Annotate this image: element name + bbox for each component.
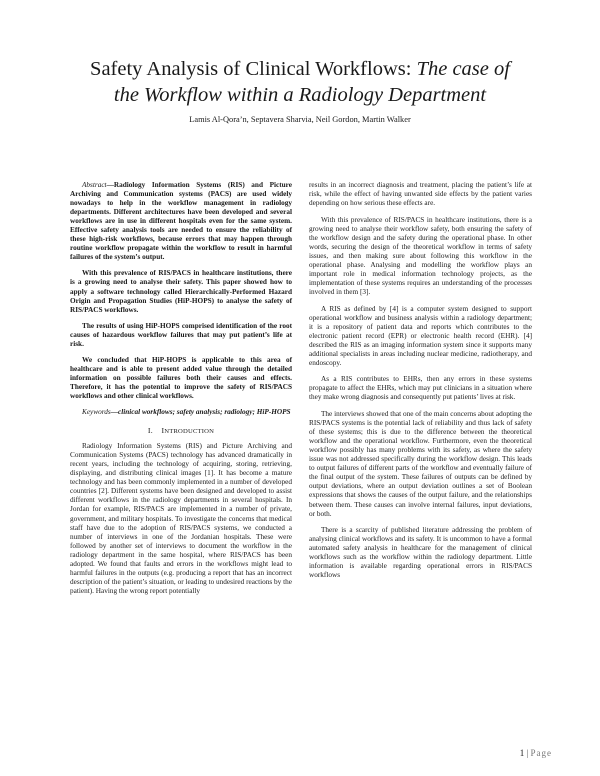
section-initial: I — [161, 426, 165, 436]
author-list: Lamis Al-Qora’n, Septavera Sharvia, Neil Gordon, Martin Walker — [189, 115, 411, 124]
page-footer — [520, 748, 552, 758]
intro-paragraph-1: Radiology Information Systems (RIS) and Picture Archiving and Communication Systems (PACS) technology has advanced dramatically in recent years, including the technology of acquiring, storing, retrieving, displaying, and distributing clinical images [1]. It has become a mature technology and has been commonly implemented in a number of developed countries [2]. Different systems have been designed and developed to assist different workflows in the radiology departments in several hospitals. In Jordan for example, RIS/PACS are implemented in a number of private, government, and military hospitals. To investigate the concerns that medical staff have due to the adoption of RIS/PACS systems, we conducted a number of interviews in one of the Jordanian hospitals. These were followed by another set of interviews to document the workflow in the radiology department in the same hospital, where RIS/PACS has been adopted. We found that faults and errors in the workflows might lead to harmful failures in the outputs (e.g. producing a report that has an incorrect description of the patient’s situation, or leading to undesired reactions by the patient). Having the wrong report potentially — [70, 442, 292, 595]
abstract-dash: — — [106, 181, 114, 189]
body-paragraph-3: As a RIS contributes to EHRs, then any errors in these systems propagate to affect the EHRs, which may put clinicians in a situation where they make wrong diagnosis and consequently put patients’ lives at risk. — [309, 375, 532, 402]
abstract-paragraph-1 — [70, 181, 292, 262]
section-heading-introduction — [70, 426, 292, 436]
title-plain: Safety Analysis of Clinical Workflows: — [90, 58, 417, 80]
page-separator: | — [526, 748, 529, 758]
page-number: 1 — [519, 748, 525, 758]
keywords-text: clinical workflows; safety analysis; radiology; HiP-HOPS — [117, 408, 291, 417]
abstract-paragraph-3: The results of using HiP-HOPS comprised identification of the root causes of hazardous workflow failures that may put patient’s life at risk. — [70, 321, 292, 348]
section-title-rest: NTRODUCTION — [164, 428, 215, 436]
right-column — [309, 181, 532, 588]
title-italic-2: the Workflow within a Radiology Department — [113, 84, 487, 106]
keywords-label: Keywords — [82, 408, 111, 417]
page-label: Page — [530, 748, 552, 758]
keywords-dash: — — [110, 408, 118, 417]
abstract-paragraph-2: With this prevalence of RIS/PACS in healthcare institutions, there is a growing need to analyse their safety. This paper showed how to apply a software technology called Hierarchically-Performed Hazard Origin and Propagation Studies (HiP-HOPS) to analyse the safety of RIS/PACS workflows. — [70, 269, 292, 314]
body-paragraph-5: There is a scarcity of published literature addressing the problem of analysing clinical workflows and its safety. It is uncommon to have a formal automated safety analysis in healthcare for the management of clinical workflows such as the workflow within the radiology department. Little information is available regarding operational errors in RIS/PACS workflows — [309, 526, 532, 580]
abstract-label: Abstract — [82, 181, 107, 189]
section-number: I. — [147, 426, 153, 436]
body-paragraph-1: With this prevalence of RIS/PACS in healthcare institutions, there is a growing need to analyse their workflow safety, both ensuring the safety of the workflow design and the safety during the operational phase. In other words, securing the design of the theoretical workflow in terms of safety issues, and then making sure about following this workflow in the operational phase. Analysing and modelling the workflow plays an important role in medical information technology projects, as the implementation of these systems requires an understanding of the processes involved in them [3]. — [309, 215, 532, 297]
title-italic-1: The case of — [416, 58, 510, 80]
body-paragraph-0: results in an incorrect diagnosis and treatment, placing the patient’s life at risk, while the effect of having unwanted side effects by the patient varies depending on how serious these effects are. — [309, 181, 532, 208]
paper-title — [40, 56, 560, 108]
body-paragraph-2: A RIS as defined by [4] is a computer system designed to support operational workflow and business analysis within a radiology department; it is a repository of patient data and reports which contributes to the electronic patient record (EPR) or electronic health record (EHR). [4] described the RIS as an imaging information system since it supports many additional specialists in areas including nuclear medicine, radiotherapy, and endoscopy. — [309, 304, 532, 367]
body-paragraph-4: The interviews showed that one of the main concerns about adopting the RIS/PACS systems is the potential lack of reliability and thus lack of safety of these systems; this is due to the difference between the theoretical workflow and the operational workflow. Furthermore, even the theoretical workflow possibly has many problems with its safety, as where the safety issue was not addressed specifically during the workflow design. This leads to output failures of different parts of the workflow and eventually failure of the final output of the system. These failures of outputs can be defined by output deviations, where an output deviation outlines a set of Boolean expressions that shows the causes of the output failure, and the relationships between them. These causes can involve internal failures, input deviations, or both. — [309, 410, 532, 518]
abstract-paragraph-4: We concluded that HiP-HOPS is applicable to this area of healthcare and is able to present added value through the detailed information on possible failures both their causes and effects. Therefore, it has the potential to improve the safety of RIS/PACS workflows and other clinical workflows. — [70, 355, 292, 400]
left-column — [70, 181, 292, 603]
abstract-text-1: Radiology Information Systems (RIS) and Picture Archiving and Communication systems (PACS) are used widely nowadays to help in the workflow management in radiology departments. Different architectures have been developed and several workflows are in use in different hospitals even for the same system. Effective safety analysis tools are needed to ensure the reliability of these high-risk workflows, because errors that may happen through routine workflow propagate within the workflow to result in harmful failures of the system’s output. — [70, 181, 292, 262]
keywords-paragraph — [70, 408, 292, 417]
